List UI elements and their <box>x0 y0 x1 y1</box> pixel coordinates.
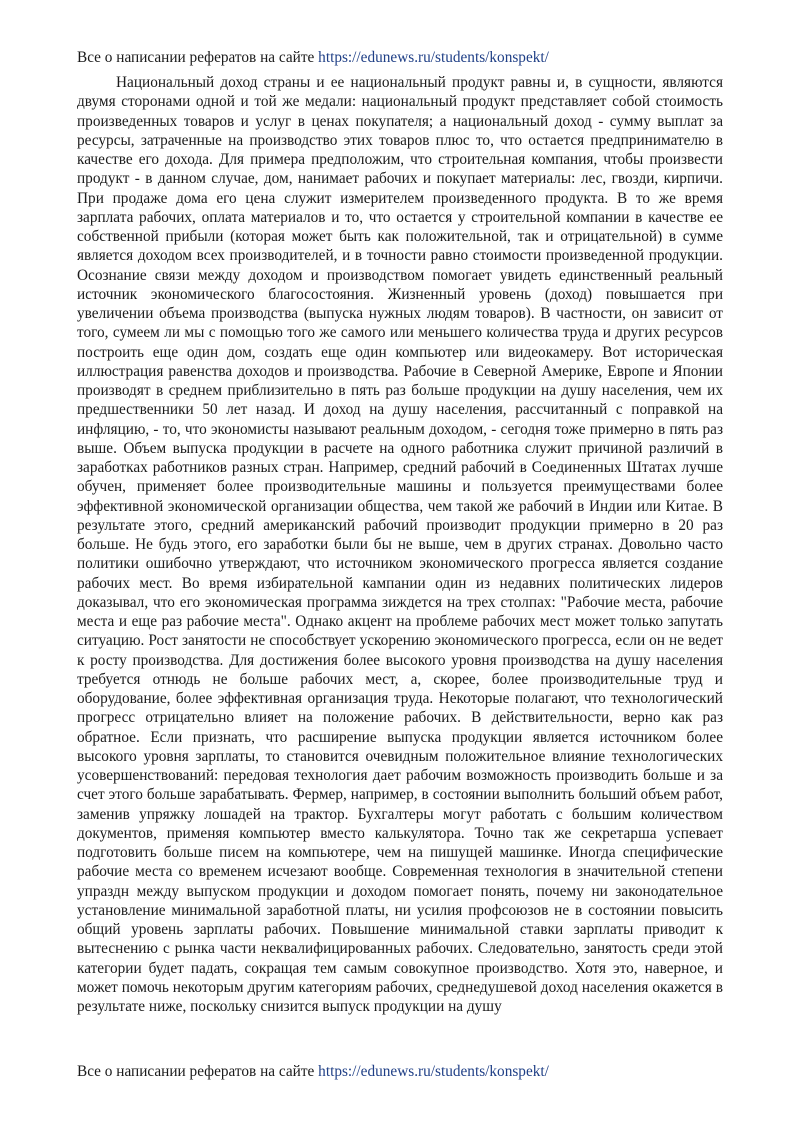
footer-site-link[interactable]: https://edunews.ru/students/konspekt/ <box>318 1063 549 1080</box>
footer-prefix-text: Все о написании рефератов на сайте <box>77 1063 319 1080</box>
header-site-link[interactable]: https://edunews.ru/students/konspekt/ <box>318 49 549 66</box>
header-prefix-text: Все о написании рефератов на сайте <box>77 49 319 66</box>
page-footer <box>77 1062 549 1082</box>
page-header <box>77 48 549 68</box>
body-paragraph: Национальный доход страны и ее национальный продукт равны и, в сущности, являются двумя сторонами одной и той же медали: национальный продукт представляет собой стоимость произведенных товаров и услуг в ценах покупателя; а национальный доход - сумму выплат за ресурсы, затраченные на производство этих товаров плюс то, что остается предпринимателю в качестве его дохода. Для примера предположим, что строительная компания, чтобы произвести продукт - в данном случае, дом, нанимает рабочих и покупает материалы: лес, гвозди, кирпичи. При продаже дома его цена служит измерителем произведенного продукта. В то же время зарплата рабочих, оплата материалов и то, что остается у строительной компании в качестве ее собственной прибыли (которая может быть как положительной, так и отрицательной) в сумме является доходом всех производителей, и в точности равно стоимости произведенной продукции. Осознание связи между доходом и производством помогает увидеть единственный реальный источник экономического благосостояния. Жизненный уровень (доход) повышается при увеличении объема производства (выпуска нужных людям товаров). В частности, он зависит от того, сумеем ли мы с помощью того же самого или меньшего количества труда и других ресурсов построить еще один дом, создать еще один компьютер или видеокамеру. Вот историческая иллюстрация равенства доходов и производства. Рабочие в Северной Америке, Европе и Японии производят в среднем приблизительно в пять раз больше продукции на душу населения, чем их предшественники 50 лет назад. И доход на душу населения, рассчитанный с поправкой на инфляцию, - то, что экономисты называют реальным доходом, - сегодня тоже примерно в пять раз выше. Объем выпуска продукции в расчете на одного работника служит причиной различий в заработках работников разных стран. Например, средний рабочий в Соединенных Штатах лучше обучен, применяет более производительные машины и пользуется преимуществами более эффективной экономической организации общества, чем такой же рабочий в Индии или Китае. В результате этого, средний американский рабочий производит продукции примерно в 20 раз больше. Не будь этого, его заработки были бы не выше, чем в других странах. Довольно часто политики ошибочно утверждают, что источником экономического прогресса является создание рабочих мест. Во время избирательной кампании один из недавних политических лидеров доказывал, что его экономическая программа зиждется на трех столпах: "Рабочие места, рабочие места и еще раз рабочие места". Однако акцент на проблеме рабочих мест может только запутать ситуацию. Рост занятости не способствует ускорению экономического прогресса, если он не ведет к росту производства. Для достижения более высокого уровня производства на душу населения требуется отнюдь не больше рабочих мест, а, скорее, более производительные труд и оборудование, более эффективная организация труда. Некоторые полагают, что технологический прогресс отрицательно влияет на положение рабочих. В действительности, верно как раз обратное. Если признать, что расширение выпуска продукции является источником более высокого уровня зарплаты, то становится очевидным положительное влияние технологических усовершенствований: передовая технология дает рабочим возможность производить больше и за счет этого больше зарабатывать. Фермер, например, в состоянии выполнить больший объем работ, заменив упряжку лошадей на трактор. Бухгалтеры могут работать с большим количеством документов, применяя компьютер вместо калькулятора. Точно так же секретарша успевает подготовить больше писем на компьютере, чем на пишущей машинке. Иногда специфические рабочие места со временем исчезают вообще. Современная технология в значительной степени упраздн между выпуском продукции и доходом помогает понять, почему ни законодательное установление минимальной заработной платы, ни усилия профсоюзов не в состоянии повысить общий уровень зарплаты рабочих. Повышение минимальной ставки зарплаты приводит к вытеснению с рынка части неквалифицированных рабочих. Следовательно, занятость среди этой категории будет падать, сокращая тем самым совокупное производство. Хотя это, наверное, и может помочь некоторым другим категориям рабочих, среднедушевой доход населения окажется в результате ниже, поскольку снизится выпуск продукции на душу <box>77 74 723 1015</box>
